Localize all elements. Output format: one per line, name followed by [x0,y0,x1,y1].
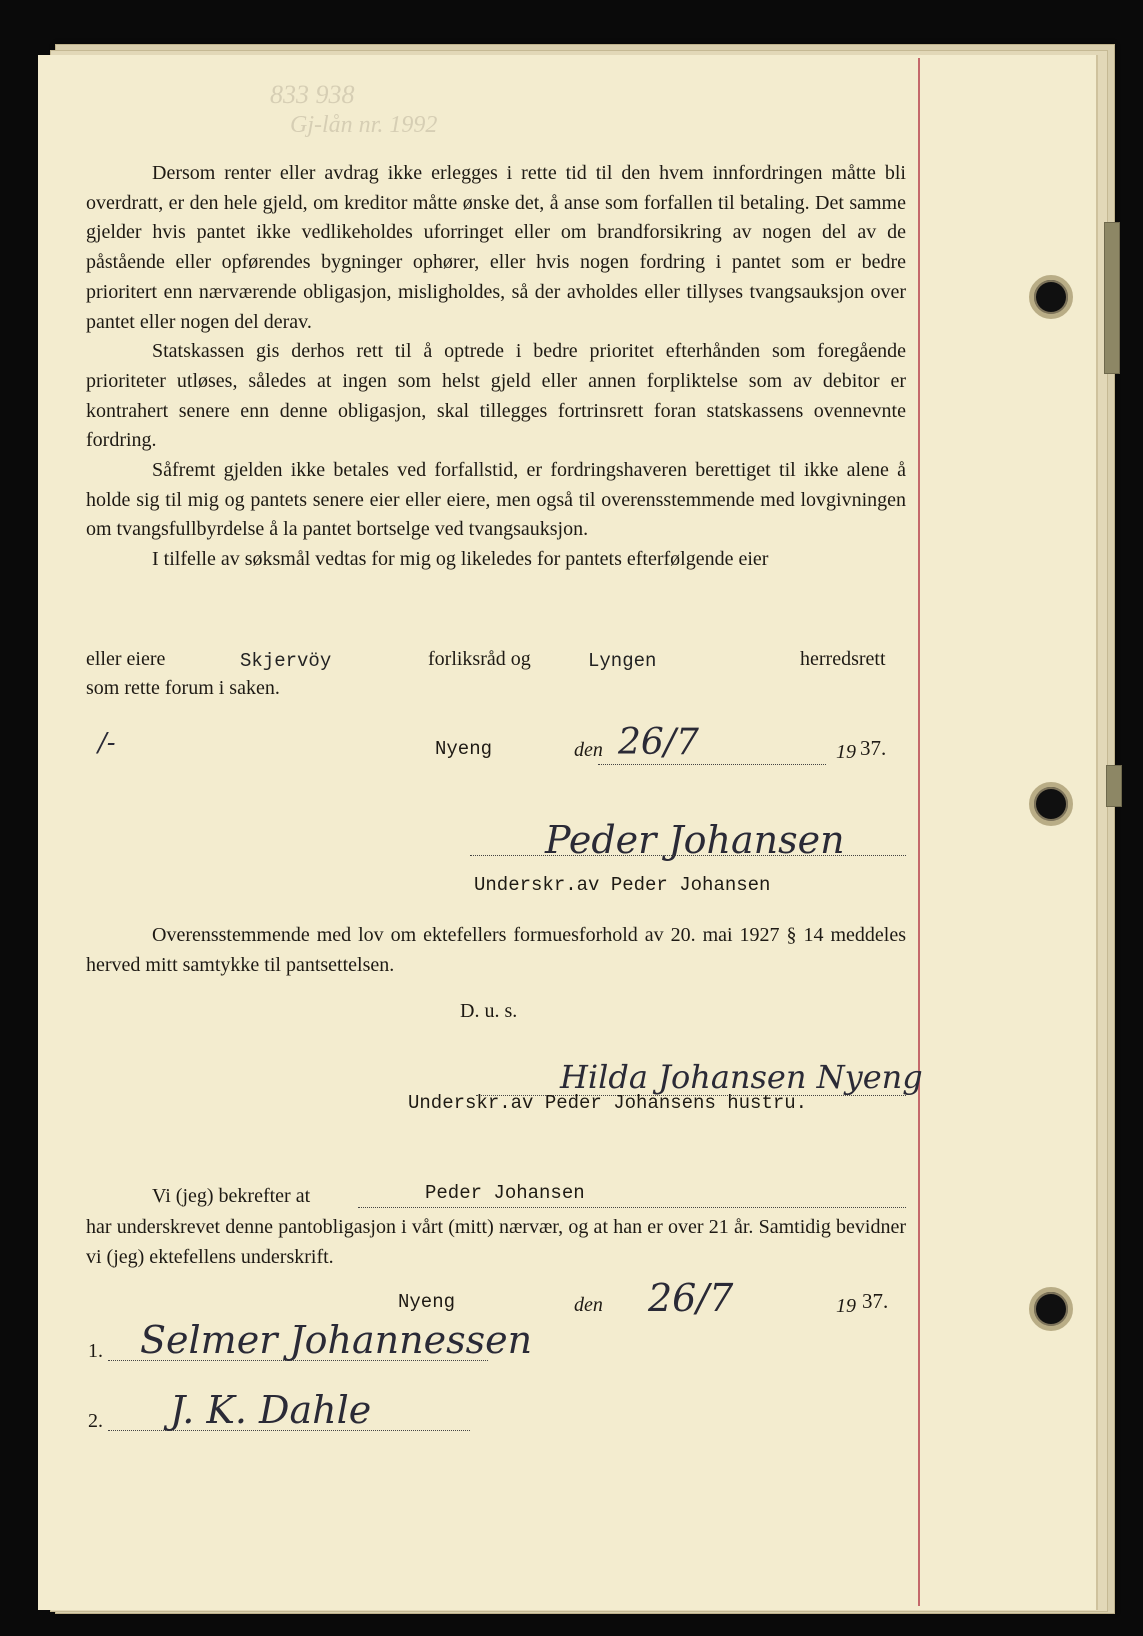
witness-name: Peder Johansen [425,1182,585,1204]
paragraph-jurisdiction: I tilfelle av søksmål vedtas for mig og likeledes for pantets efterfølgende eier [152,548,769,571]
date1-dotted-line [598,764,826,765]
date1-handwritten: 26/7 [618,722,699,763]
paragraph-priority: Statskassen gis derhos rett til å optrede i bedre prioritet efterhånden som foregående prioriteter utløses, således at ingen som helst gjeld eller annen forpliktelse som av debitor er kontrahert senere enn denne obligasjon, skal tillegges fortrinsrett foran statskassens ovennevnte fordring. [86,340,906,452]
witness-year-suffix: 37. [862,1289,889,1313]
jurisdiction-forliksrad: forliksråd og [428,648,531,670]
consent-caption: Underskr.av Peder Johansens hustru. [408,1092,808,1114]
punch-hole [1029,782,1073,826]
witness2-number: 2. [88,1410,103,1432]
witness2-signature: J. K. Dahle [170,1388,372,1432]
body-text [86,159,906,575]
date1-year-prefix: 19 [836,741,856,763]
bleed-through-text: Gj-lån nr. 1992 [290,112,438,138]
bleed-through-text: 833 938 [270,80,355,109]
jurisdiction-herredsrett: herredsrett [800,648,886,670]
jurisdiction-forum: som rette forum i saken. [86,677,280,699]
witness-name-dotted-line [358,1207,906,1208]
consent-paragraph: Overensstemmende med lov om ektefellers formuesforhold av 20. mai 1927 § 14 meddeles herved mitt samtykke til pantsettelsen. [86,924,906,976]
witness1-signature: Selmer Johannessen [140,1318,533,1362]
paragraph-default: Dersom renter eller avdrag ikke erlegges i rette tid til den hvem innfordringen måtte bli overdratt, er den hele gjeld, om kreditor måtte ønske det, å anse som forfallen til betaling. Det samme gjelder hvis pantet ikke vedlikeholdes uforringet eller om brandforsikring av nogen del av de påstående eller opførendes bygninger ophører, eller hvis nogen fordring i pantet som er bedre prioritert enn nærværende obligasjon, misligholdes, så der avholdes eller tillyses tvangsauksjon over pantet eller nogen del derav. [86,162,906,333]
witness1-number: 1. [88,1340,103,1362]
witness-year-prefix: 19 [836,1295,856,1317]
court-lyngen: Lyngen [588,650,657,672]
consent-dus: D. u. s. [460,1000,518,1022]
witness-paragraph: har underskrevet denne pantobligasjon i vårt (mitt) nærvær, og at han er over 21 år. Samtidig bevidner vi (jeg) ektefellens underskrift. [86,1216,906,1268]
spouse-signature: Hilda Johansen Nyeng [560,1058,923,1096]
witness-den: den [574,1294,603,1316]
date1-den: den [574,739,603,761]
binding-tab [1106,765,1122,807]
consent-text [86,921,906,980]
paragraph-enforcement: Såfremt gjelden ikke betales ved forfallstid, er fordringshaveren berettiget til ikke alene å holde sig til mig og pantets senere eier eller eiere, men også til overensstemmende med lovgivningen om tvangsfullbyrdelse å la pantet bortselge ved tvangsauksjon. [86,459,906,541]
debtor-signature: Peder Johansen [545,818,845,862]
witness-date-handwritten: 26/7 [648,1276,734,1320]
signature1-dotted-line [470,855,906,856]
witness-text [86,1213,906,1272]
court-skjervoy: Skjervöy [240,650,332,672]
date1-place: Nyeng [435,738,493,760]
witness-lead: Vi (jeg) bekrefter at [152,1185,311,1207]
date1-year-suffix: 37. [860,736,887,760]
margin-rule [918,58,920,1606]
date-mark: /- [98,728,116,758]
jurisdiction-line [86,648,906,671]
signature1-caption: Underskr.av Peder Johansen [474,874,771,896]
binding-tab [1104,222,1120,374]
jurisdiction-eiere: eller eiere [86,648,166,670]
punch-hole [1029,275,1073,319]
witness-place: Nyeng [398,1291,456,1313]
punch-hole [1029,1287,1073,1331]
